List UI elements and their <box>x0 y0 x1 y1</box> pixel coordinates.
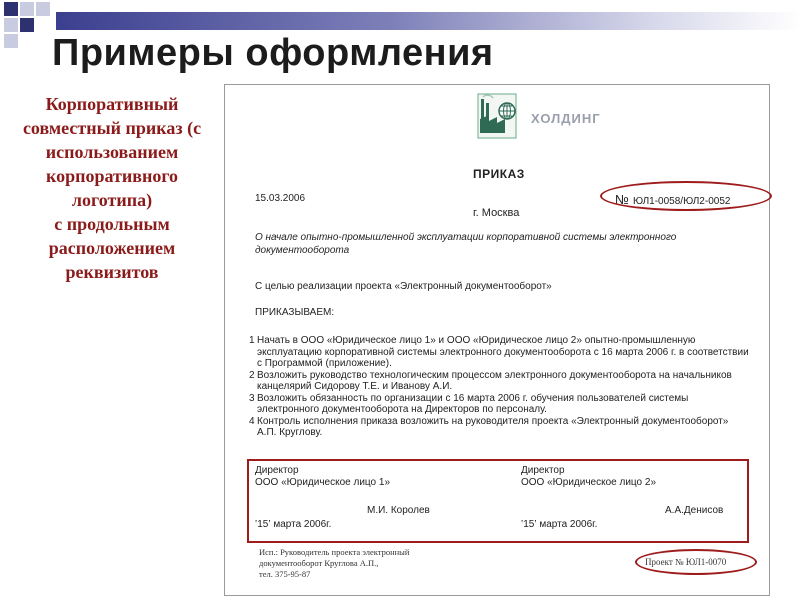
executor-note <box>259 547 499 580</box>
deco-square <box>4 2 18 16</box>
caption-line: корпоративного <box>45 166 179 186</box>
order-city: г. Москва <box>473 207 520 219</box>
caption-line: расположением <box>48 238 176 258</box>
order-date: 15.03.2006 <box>255 193 306 204</box>
signer-position: Директор <box>255 465 299 476</box>
signer-organization: ООО «Юридическое лицо 1» <box>255 477 391 488</box>
item-number: 4 <box>249 415 255 427</box>
signature-right <box>521 465 743 489</box>
order-item <box>249 335 749 370</box>
executor-line: Исп.: Руководитель проекта электронный <box>259 547 410 557</box>
draft-number: Проект № ЮЛ1-0070 <box>645 557 727 567</box>
order-subject: О начале опытно-промышленной эксплуатации корпоративной системы электронного документооборота <box>255 232 677 256</box>
holding-logo-icon <box>477 93 517 139</box>
signer-organization: ООО «Юридическое лицо 2» <box>521 477 657 488</box>
caption-line: совместный приказ (с <box>22 118 202 138</box>
caption-line: с продольным <box>54 214 170 234</box>
item-text: Контроль исполнения приказа возложить на руководителя проекта «Электронный документооборот» А.П. Круглову. <box>257 415 729 438</box>
executor-line: документооборот Круглова А.П., <box>259 558 379 568</box>
slide-title: Примеры оформления <box>52 32 494 74</box>
item-number: 3 <box>249 392 255 404</box>
item-number: 1 <box>249 335 255 346</box>
order-item <box>249 370 749 393</box>
slide-caption <box>4 92 220 284</box>
order-title: ПРИКАЗ <box>473 167 525 181</box>
highlight-oval <box>635 549 757 575</box>
caption-line: реквизитов <box>65 262 159 282</box>
signature-date: ‛15‛ марта 2006г. <box>255 519 332 530</box>
signer-name: М.И. Королев <box>367 505 430 516</box>
number-sign: № <box>615 192 629 207</box>
signer-position: Директор <box>521 465 565 476</box>
order-number-value: ЮЛ1-0058/ЮЛ2-0052 <box>632 196 731 207</box>
item-text: Возложить руководство технологическим процессом электронного документооборота на начальников канцелярий Сидорову Т.Е. и Иванову А.И. <box>257 369 732 392</box>
signature-block <box>247 459 749 543</box>
caption-line: использованием <box>45 142 179 162</box>
caption-line: логотипа) <box>71 190 153 210</box>
order-purpose: С целью реализации проекта «Электронный документооборот» <box>255 281 552 292</box>
order-item <box>249 416 749 439</box>
order-item <box>249 393 749 416</box>
highlight-oval <box>600 181 772 211</box>
deco-square <box>4 34 18 48</box>
order-document <box>224 84 770 596</box>
caption-line: Корпоративный <box>45 94 179 114</box>
deco-square <box>36 2 50 16</box>
deco-square <box>4 18 18 32</box>
signer-name: А.А.Денисов <box>665 505 724 516</box>
signature-left <box>255 465 485 489</box>
signature-date: ‛15‛ марта 2006г. <box>521 519 598 530</box>
executor-line: тел. 375-95-87 <box>259 569 311 579</box>
item-text: Возложить обязанность по организации с 16 марта 2006 г. обучения пользователей системы электронного документооборота на Директоров по персоналу. <box>257 392 689 415</box>
item-text: Начать в ООО «Юридическое лицо 1» и ООО «Юридическое лицо 2» опытно-промышленную эксплуатацию корпоративной системы электронного документооборота с 16 марта 2006 г. в соответствии с Программой (приложение). <box>257 335 749 369</box>
order-directive: ПРИКАЗЫВАЕМ: <box>255 307 335 318</box>
logo-text: ХОЛДИНГ <box>531 111 601 126</box>
deco-square <box>20 2 34 16</box>
order-items <box>249 335 749 439</box>
title-gradient-bar <box>56 12 800 30</box>
deco-square <box>20 18 34 32</box>
item-number: 2 <box>249 369 255 381</box>
